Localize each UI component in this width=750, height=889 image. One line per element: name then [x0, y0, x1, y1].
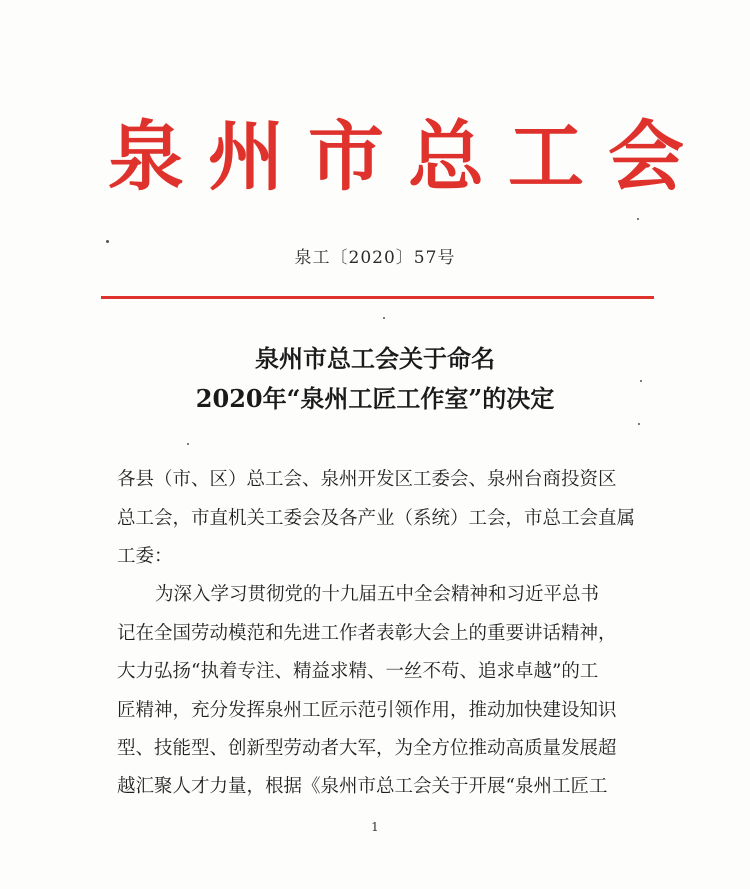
addressee-line: 总工会，市直机关工委会及各产业（系统）工会，市总工会直属 [117, 508, 636, 529]
page-number: 1 [371, 820, 379, 834]
body-paragraph-line: 记在全国劳动模范和先进工作者表彰大会上的重要讲话精神， [117, 623, 617, 644]
document-title-line-2: 2020年“泉州工匠工作室”的决定 [195, 384, 555, 413]
letterhead-title: 泉州市总工会 [108, 112, 708, 201]
scan-speck [638, 423, 640, 425]
scan-speck [383, 317, 385, 319]
addressee-line: 工委： [117, 546, 173, 567]
scan-speck [187, 443, 189, 445]
body-paragraph-line: 大力弘扬“执着专注、精益求精、一丝不苟、追求卓越”的工 [117, 661, 599, 682]
scan-speck [637, 218, 639, 220]
document-title-line-1: 泉州市总工会关于命名 [255, 344, 495, 373]
body-paragraph-line: 型、技能型、创新型劳动者大军，为全方位推动高质量发展超 [117, 738, 617, 759]
red-divider-rule [101, 296, 654, 299]
document-number: 泉工〔2020〕57号 [294, 248, 456, 268]
body-paragraph-line: 为深入学习贯彻党的十九届五中全会精神和习近平总书 [155, 584, 600, 605]
body-paragraph-line: 越汇聚人才力量，根据《泉州市总工会关于开展“泉州工匠工 [117, 776, 608, 797]
scan-speck [640, 380, 642, 382]
scan-speck [106, 240, 109, 243]
body-paragraph-line: 匠精神，充分发挥泉州工匠示范引领作用，推动加快建设知识 [117, 700, 617, 721]
addressee-line: 各县（市、区）总工会、泉州开发区工委会、泉州台商投资区 [117, 469, 617, 490]
